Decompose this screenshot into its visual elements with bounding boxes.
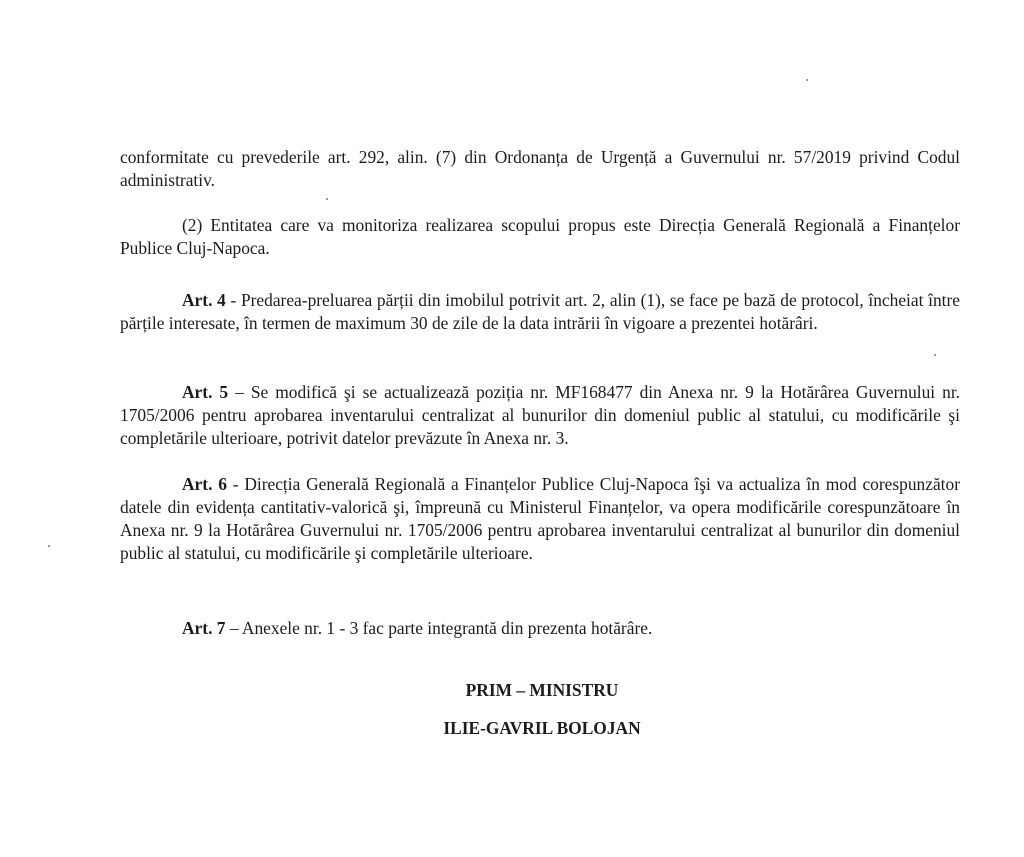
article-text: - Direcția Generală Regională a Finanțelor Publice Cluj-Napoca îşi va actualiza în mod corespunzător datele din evidența cantitativ-valorică şi, împreună cu Ministerul Finanțelor, va opera modificările corespunzătoare în Anexa nr. 9 la Hotărârea Guvernului nr. 1705/2006 pentru aprobarea inventarului centralizat al bunurilor din domeniul public al statului, cu modificările şi completările ulterioare. [120, 474, 960, 563]
article-5 [120, 381, 960, 450]
article-7 [120, 617, 960, 640]
paragraph-text: conformitate cu prevederile art. 292, alin. (7) din Ordonanța de Urgență a Guvernului nr. 57/2019 privind Codul administrativ. [120, 147, 960, 190]
signature-name: ILIE-GAVRIL BOLOJAN [443, 718, 641, 738]
signature-title: PRIM – MINISTRU [465, 680, 619, 700]
article-text: – Anexele nr. 1 - 3 fac parte integrantă din prezenta hotărâre. [225, 618, 653, 638]
scan-speck [934, 354, 936, 356]
article-label: Art. 4 [182, 290, 226, 310]
article-6 [120, 473, 960, 565]
article-4 [120, 289, 960, 335]
scan-speck [326, 198, 328, 200]
paragraph-continuation [120, 146, 960, 192]
article-text: - Predarea-preluarea părții din imobilul potrivit art. 2, alin (1), se face pe bază de protocol, încheiat între părțile interesate, în termen de maximum 30 de zile de la data intrării în vigoare a prezentei hotărâri. [120, 290, 960, 333]
article-label: Art. 5 [182, 382, 229, 402]
article-label: Art. 7 [182, 618, 226, 638]
scan-speck [48, 545, 50, 547]
scan-speck [806, 79, 808, 81]
article-text: – Se modifică şi se actualizează poziția nr. MF168477 din Anexa nr. 9 la Hotărârea Guvernului nr. 1705/2006 pentru aprobarea inventarului centralizat al bunurilor din domeniul public al statului, cu modificările şi completările ulterioare, potrivit datelor prevăzute în Anexa nr. 3. [120, 382, 960, 448]
paragraph-text: (2) Entitatea care va monitoriza realizarea scopului propus este Direcția Generală Regională a Finanțelor Publice Cluj-Napoca. [120, 215, 960, 258]
article-label: Art. 6 [182, 474, 227, 494]
paragraph-art3-alin2 [120, 214, 960, 260]
